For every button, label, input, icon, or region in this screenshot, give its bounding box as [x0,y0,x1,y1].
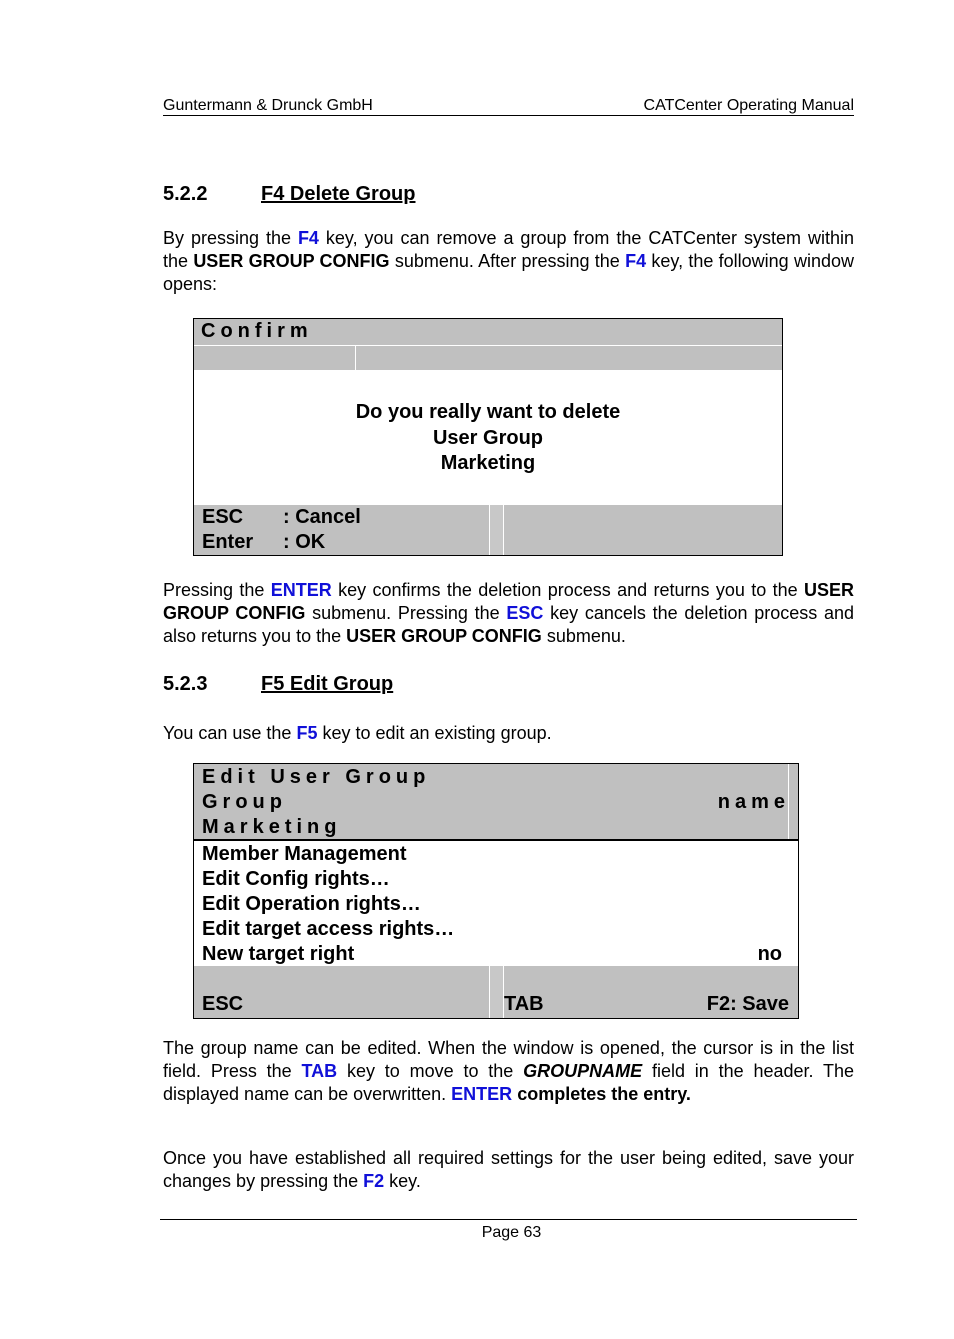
confirm-subbar [194,346,782,370]
section-heading-522 [163,183,563,209]
text: key, you can remove a group from the CATCenter system within the [163,228,854,271]
paragraph-delete-intro [163,227,854,296]
text: completes the entry. [512,1084,691,1104]
paragraph-delete-after [163,579,854,648]
section-number: 5.2.3 [163,673,208,695]
edit-user-group-window [193,763,799,1019]
text: key confirms the deletion process and returns you to the [331,580,804,600]
groupname-field[interactable]: Marketing [202,816,342,838]
menu-name: USER GROUP CONFIG [193,251,390,271]
message-line: Marketing [440,452,536,474]
f2-save-label[interactable]: F2: Save [706,993,789,1015]
divider [489,505,504,555]
key-enter: ENTER [270,580,332,600]
key-f2: F2 [363,1171,385,1191]
menu-name: USER GROUP CONFIG [163,580,854,623]
divider [355,346,356,370]
edit-menu-list [194,841,798,966]
key-f5: F5 [296,723,318,743]
section-title: F4 Delete Group [261,183,416,205]
field-name: GROUPNAME [523,1061,643,1081]
text: By pressing the [163,228,298,248]
paragraph-save [163,1147,854,1193]
section-heading-523 [163,673,563,699]
confirm-title-bar [194,319,782,345]
new-target-right-label: New target right [202,943,355,965]
text: key. [384,1171,421,1191]
message-line: Do you really want to delete [355,401,621,423]
key-f4: F4 [625,251,647,271]
text: Pressing the [163,580,271,600]
confirm-window [193,318,783,556]
cancel-action[interactable]: : Cancel [283,506,361,528]
edit-window-title: Edit User Group [202,766,431,788]
header-manual-title: CATCenter Operating Manual [643,97,854,114]
ok-action[interactable]: : OK [283,531,326,553]
text: Once you have established all required settings for the user being edited, save your changes by pressing the [163,1148,854,1191]
menu-item-member-management[interactable]: Member Management [202,843,407,865]
menu-item-edit-target-access-rights[interactable]: Edit target access rights… [202,918,455,940]
paragraph-edit-after [163,1037,854,1106]
confirm-title: Confirm [201,320,313,342]
edit-window-header [194,764,798,841]
menu-item-edit-config-rights[interactable]: Edit Config rights… [202,868,390,890]
enter-key-label[interactable]: Enter [202,531,254,553]
group-field-label: Group [202,791,287,813]
section-number: 5.2.2 [163,183,208,205]
header-rule [163,115,854,116]
tab-key-label[interactable]: TAB [504,993,544,1015]
footer-rule [160,1219,857,1220]
text: field in the header. The displayed name can be overwritten. [163,1061,855,1104]
text: key to edit an existing group. [317,723,552,743]
text: submenu. After pressing the [389,251,626,271]
confirm-footer [194,505,782,555]
page-number: Page 63 [481,1224,542,1241]
esc-key-label[interactable]: ESC [202,506,244,528]
key-enter: ENTER [451,1084,513,1104]
esc-key-label[interactable]: ESC [202,993,244,1015]
section-title: F5 Edit Group [261,673,394,695]
group-field-label-name: name [717,791,790,813]
new-target-right-value[interactable]: no [757,943,782,965]
text: submenu. Pressing the [305,603,507,623]
confirm-message [194,400,782,477]
text: submenu. [541,626,626,646]
divider [489,966,504,1018]
text: key, the following window opens: [163,251,854,294]
edit-window-footer [194,966,798,1018]
header-company: Guntermann & Drunck GmbH [163,97,373,114]
menu-name: USER GROUP CONFIG [346,626,542,646]
key-esc: ESC [506,603,544,623]
key-f4: F4 [297,228,319,248]
text: key to move to the [337,1061,524,1081]
key-tab: TAB [301,1061,338,1081]
text: The group name can be edited. When the window is opened, the cursor is in the list field. Press the [163,1038,854,1081]
menu-item-edit-operation-rights[interactable]: Edit Operation rights… [202,893,421,915]
text: key cancels the deletion process and also returns you to the [163,603,854,646]
text: You can use the [163,723,297,743]
message-line: User Group [432,426,544,449]
paragraph-edit-intro [163,722,854,745]
